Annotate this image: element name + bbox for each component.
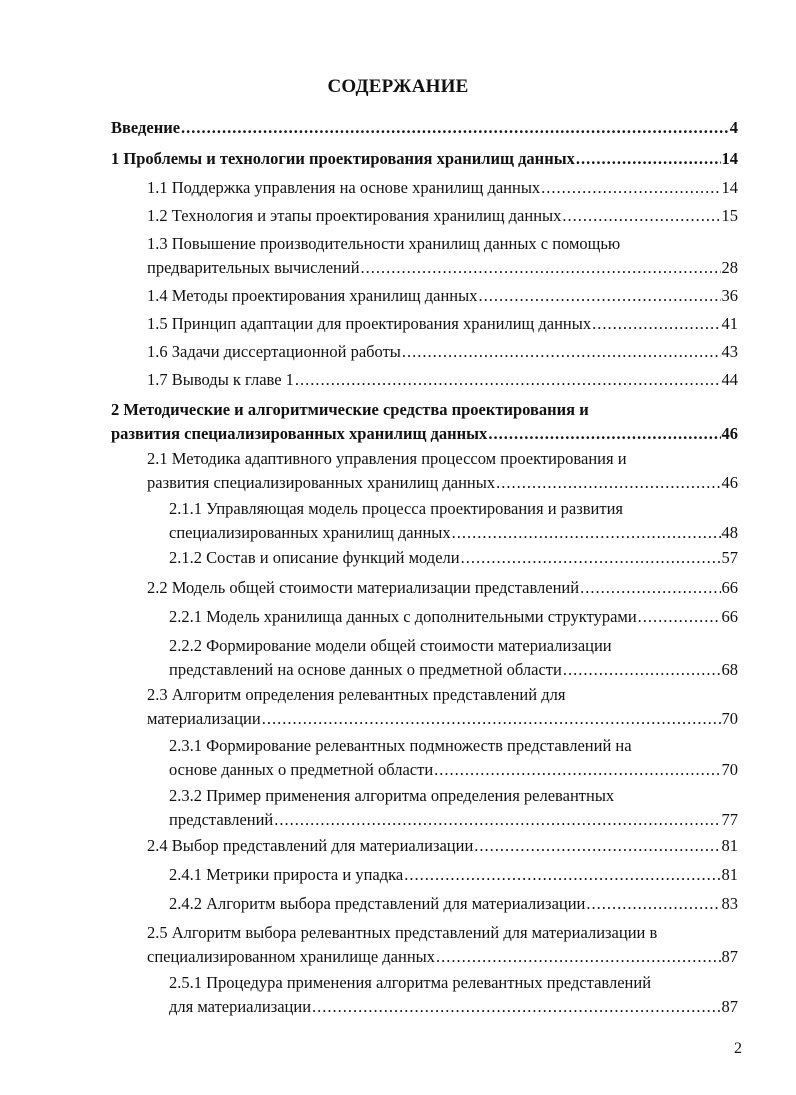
toc-entry-line [147,204,738,228]
toc-entry-2-4-2[interactable] [169,892,738,916]
leader-dots [436,945,721,969]
toc-entry-first-line: 2.3 Алгоритм определения релевантных представлений для [147,685,566,704]
toc-entry-text: 1.1 Поддержка управления на основе хранилищ данных [147,178,541,197]
toc-entry-2-1[interactable] [147,447,738,495]
toc-entry-text: 1.2 Технология и этапы проектирования хранилищ данных [147,206,562,225]
toc-entry-2-3-1[interactable] [169,734,738,782]
toc-entry-2-2[interactable] [147,576,738,600]
toc-entry-page: 44 [721,370,738,389]
toc-entry-line [147,368,738,392]
toc-entry-first-line: 2.3.2 Пример применения алгоритма определения релевантных [169,786,615,805]
toc-entry-first-line: 2.5 Алгоритм выбора релевантных представлений для материализации в [147,923,658,942]
toc-entry-1-6[interactable] [147,340,738,364]
toc-entry-text: материализации [147,709,261,728]
leader-dots [576,147,721,171]
toc-entry-2-5[interactable] [147,921,738,969]
toc-entry-introduction[interactable] [111,116,738,140]
toc-entry-text: представлений [169,810,274,829]
toc-entry-text: 2.4.2 Алгоритм выбора представлений для материализации [169,894,586,913]
toc-entry-text: 2.1.2 Состав и описание функций модели [169,548,460,567]
toc-entry-2-5-1[interactable] [169,971,738,1019]
toc-entry-page: 48 [721,523,738,542]
toc-entry-line [111,422,738,446]
toc-entry-page: 68 [721,660,738,679]
toc-entry-text: специализированном хранилище данных [147,947,435,966]
toc-entry-first-line: 2.2.2 Формирование модели общей стоимости материализации [169,636,612,655]
toc-entry-page: 87 [721,997,738,1016]
toc-entry-line [169,758,738,782]
leader-dots [181,116,729,140]
toc-entry-text: 1.7 Выводы к главе 1 [147,370,294,389]
toc-entry-line [169,605,738,629]
toc-entry-text: основе данных о предметной области [169,760,434,779]
leader-dots [638,605,721,629]
toc-entry-first-line: 1.3 Повышение производительности хранилищ данных с помощью [147,234,621,253]
toc-entry-text: Введение [111,118,181,137]
toc-entry-first-line: 2.3.1 Формирование релевантных подмножеств представлений на [169,736,632,755]
toc-entry-1-4[interactable] [147,284,738,308]
toc-entry-line [147,312,738,336]
toc-entry-2-2-2[interactable] [169,634,738,682]
toc-entry-page: 66 [721,607,738,626]
toc-entry-line [169,863,738,887]
leader-dots [402,340,721,364]
toc-entry-line [111,116,738,140]
toc-entry-page: 81 [721,865,738,884]
leader-dots [474,834,720,858]
toc-entry-line [147,471,738,495]
toc-entry-1-3[interactable] [147,232,738,280]
toc-entry-text: 2.2.1 Модель хранилища данных с дополнительными структурами [169,607,637,626]
toc-entry-page: 43 [721,342,738,361]
page-title: СОДЕРЖАНИЕ [327,76,469,97]
toc-entry-2-4-1[interactable] [169,863,738,887]
toc-entry-page: 83 [721,894,738,913]
toc-entry-2-2-1[interactable] [169,605,738,629]
toc-entry-page: 70 [721,709,738,728]
leader-dots [586,892,720,916]
toc-entry-1-2[interactable] [147,204,738,228]
toc-entry-page: 70 [721,760,738,779]
toc-entry-line [169,546,738,570]
toc-entry-page: 14 [721,178,738,197]
toc-entry-first-line: 2 Методические и алгоритмические средства проектирования и [111,400,589,419]
toc-entry-2-3-2[interactable] [169,784,738,832]
leader-dots [592,312,720,336]
toc-entry-line [147,340,738,364]
toc-entry-page: 46 [721,424,738,443]
toc-entry-line [147,256,738,280]
toc-entry-1-5[interactable] [147,312,738,336]
toc-entry-2-4[interactable] [147,834,738,858]
toc-entry-line [147,576,738,600]
leader-dots [312,995,720,1019]
leader-dots [488,422,720,446]
toc-entry-page: 57 [721,548,738,567]
toc-entry-line [169,995,738,1019]
page-number: 2 [734,1040,742,1057]
toc-entry-page: 46 [721,473,738,492]
leader-dots [295,368,721,392]
toc-entry-page: 81 [721,836,738,855]
toc-entry-page: 41 [721,314,738,333]
toc-entry-line [147,284,738,308]
toc-entry-line [147,707,738,731]
toc-entry-line [169,892,738,916]
toc-entry-line [147,834,738,858]
toc-entry-chapter-1[interactable] [111,147,738,171]
toc-entry-2-1-2[interactable] [169,546,738,570]
leader-dots [496,471,720,495]
toc-entry-text: 2.4 Выбор представлений для материализации [147,836,474,855]
toc-entry-page: 36 [721,286,738,305]
toc-entry-line [169,658,738,682]
leader-dots [452,521,721,545]
toc-entry-text: 2.2 Модель общей стоимости материализации представлений [147,578,580,597]
toc-entry-line [147,176,738,200]
toc-entry-text: специализированных хранилищ данных [169,523,451,542]
toc-entry-text: 1.5 Принцип адаптации для проектирования хранилищ данных [147,314,592,333]
toc-entry-page: 28 [721,258,738,277]
leader-dots [563,658,721,682]
toc-entry-page: 77 [721,810,738,829]
toc-entry-page: 4 [729,118,738,137]
toc-entry-text: 1.6 Задачи диссертационной работы [147,342,401,361]
toc-entry-text: развития специализированных хранилищ данных [147,473,496,492]
leader-dots [361,256,721,280]
toc-entry-page: 87 [721,947,738,966]
leader-dots [274,808,720,832]
leader-dots [562,204,720,228]
leader-dots [478,284,720,308]
leader-dots [580,576,720,600]
toc-entry-text: 1 Проблемы и технологии проектирования хранилищ данных [111,149,575,168]
leader-dots [461,546,721,570]
toc-entry-first-line: 2.5.1 Процедура применения алгоритма релевантных представлений [169,973,652,992]
toc-entry-text: 1.4 Методы проектирования хранилищ данных [147,286,478,305]
toc-entry-page: 14 [721,149,738,168]
leader-dots [434,758,720,782]
toc-entry-chapter-2[interactable] [111,398,738,446]
toc-entry-page: 66 [721,578,738,597]
leader-dots [404,863,720,887]
toc-entry-line [169,521,738,545]
toc-entry-1-1[interactable] [147,176,738,200]
toc-entry-first-line: 2.1 Методика адаптивного управления процессом проектирования и [147,449,627,468]
toc-entry-text: 2.4.1 Метрики прироста и упадка [169,865,404,884]
toc-entry-page: 15 [721,206,738,225]
toc-entry-text: для материализации [169,997,312,1016]
toc-entry-line [111,147,738,171]
toc-entry-2-1-1[interactable] [169,497,738,545]
toc-entry-first-line: 2.1.1 Управляющая модель процесса проектирования и развития [169,499,623,518]
toc-entry-text: представлений на основе данных о предметной области [169,660,562,679]
toc-entry-line [147,945,738,969]
toc-entry-line [169,808,738,832]
toc-entry-text: предварительных вычислений [147,258,360,277]
toc-entry-text: развития специализированных хранилищ данных [111,424,488,443]
toc-entry-1-7[interactable] [147,368,738,392]
toc-entry-2-3[interactable] [147,683,738,731]
leader-dots [541,176,720,200]
leader-dots [262,707,721,731]
